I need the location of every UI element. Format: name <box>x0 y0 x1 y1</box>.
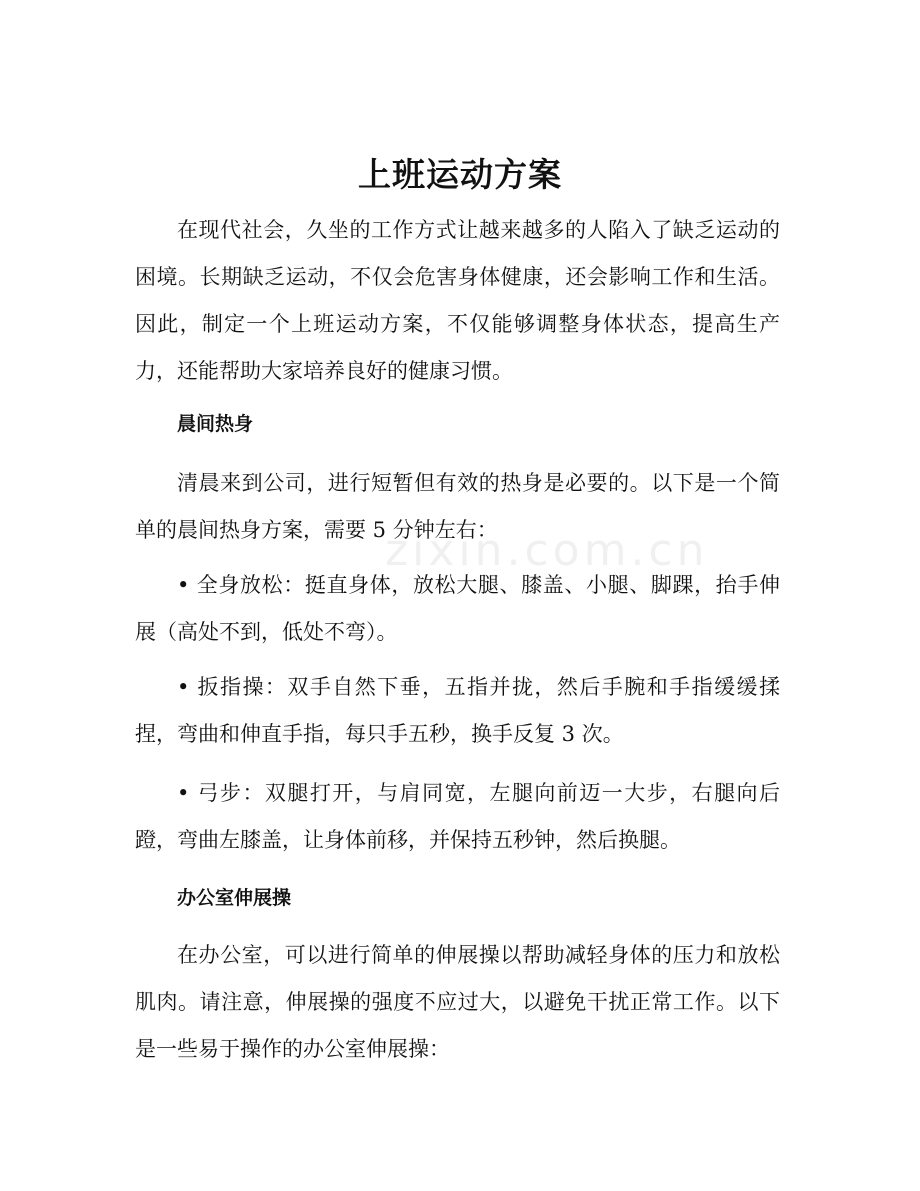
intro-paragraph: 在现代社会，久坐的工作方式让越来越多的人陷入了缺乏运动的困境。长期缺乏运动，不仅会危害身体健康，还会影响工作和生活。因此，制定一个上班运动方案，不仅能够调整身体状态，提高生产力，还能帮助大家培养良好的健康习惯。 <box>135 218 780 383</box>
section-heading-morning-warmup: 晨间热身 <box>177 413 254 435</box>
watermark: zixin.com.cn <box>385 525 709 576</box>
document-title: 上班运动方案 <box>358 155 562 194</box>
list-item: • 扳指操：双手自然下垂，五指并拢，然后手腕和手指缓缓揉捏，弯曲和伸直手指，每只手五秒，换手反复 3 次。 <box>135 675 780 746</box>
section-text-office-stretch: 在办公室，可以进行简单的伸展操以帮助减轻身体的压力和放松肌肉。请注意，伸展操的强度不应过大，以避免干扰正常工作。以下是一些易于操作的办公室伸展操： <box>135 943 780 1061</box>
list-item: • 全身放松：挺直身体，放松大腿、膝盖、小腿、脚踝，抬手伸展（高处不到，低处不弯）。 <box>135 573 780 644</box>
list-item: • 弓步：双腿打开，与肩同宽，左腿向前迈一大步，右腿向后蹬，弯曲左膝盖，让身体前移，并保持五秒钟，然后换腿。 <box>135 781 780 852</box>
section-text-morning-warmup: 清晨来到公司，进行短暂但有效的热身是必要的。以下是一个简单的晨间热身方案，需要 5 分钟左右： <box>135 471 780 542</box>
section-heading-office-stretch: 办公室伸展操 <box>177 887 292 909</box>
